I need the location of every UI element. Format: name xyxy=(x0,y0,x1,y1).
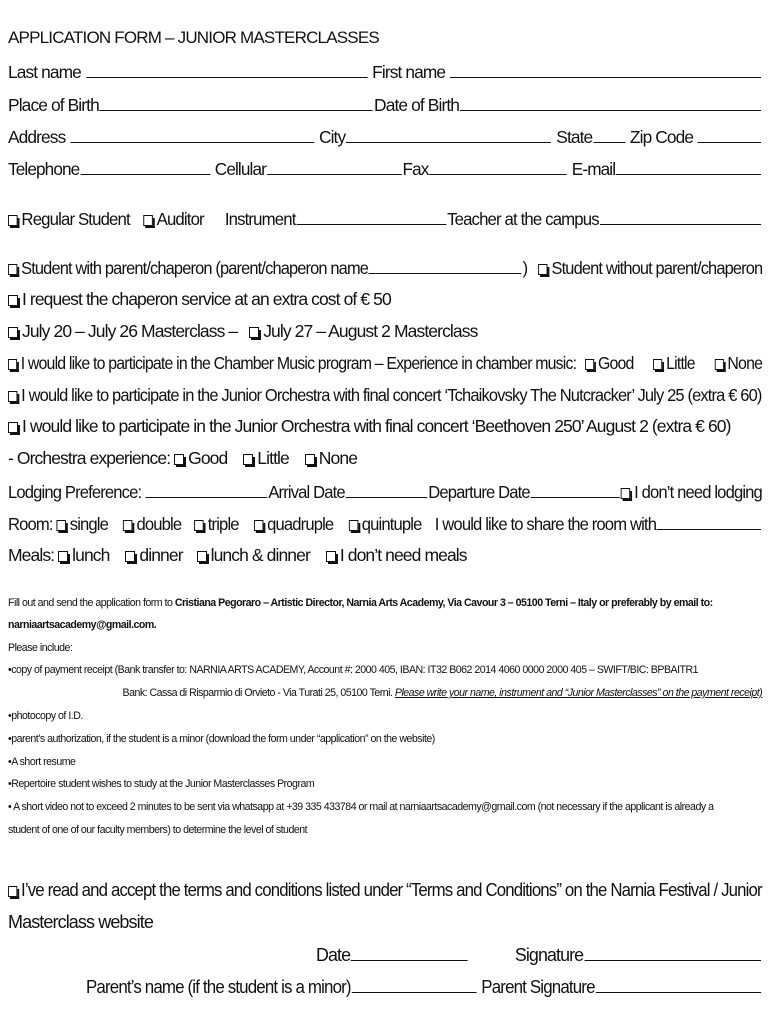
place-of-birth-label: Place of Birth xyxy=(8,95,99,115)
lodging-field[interactable] xyxy=(146,481,267,498)
date-of-birth-field[interactable] xyxy=(460,94,761,111)
last-name-field[interactable] xyxy=(86,61,367,78)
row-orch2 xyxy=(8,416,731,437)
row-lodging xyxy=(8,481,762,503)
double-checkbox[interactable] xyxy=(123,520,132,531)
row-chamber xyxy=(8,353,762,374)
no-meals-checkbox[interactable] xyxy=(326,551,336,562)
chamber-little-label: Little xyxy=(666,353,695,373)
row-orch1 xyxy=(8,385,762,406)
first-name-field[interactable] xyxy=(450,61,761,78)
session1-label: July 20 – July 26 Masterclass – xyxy=(22,321,238,341)
lunch-dinner-checkbox[interactable] xyxy=(197,551,207,562)
orch-none-label: None xyxy=(318,448,358,468)
send-address: Cristiana Pegoraro – Artistic Director, Narnia Arts Academy, Via Cavour 3 – 05100 Terni – Italy or preferably by email to: xyxy=(174,597,713,609)
orch-little-label: Little xyxy=(257,448,289,468)
last-name-label: Last name xyxy=(8,62,81,82)
email-field[interactable] xyxy=(616,158,761,175)
bank-info: Bank: Cassa di Risparmio di Orvieto - Via Turati 25, 05100 Terni. xyxy=(122,687,393,699)
row-names xyxy=(8,61,762,83)
zip-label: Zip Code xyxy=(629,127,694,147)
row-sessions xyxy=(8,321,477,342)
zip-field[interactable] xyxy=(698,126,761,143)
session2-checkbox[interactable] xyxy=(249,327,259,338)
departure-field[interactable] xyxy=(531,481,620,498)
parent-name-field[interactable] xyxy=(352,976,477,993)
email-label: E-mail xyxy=(571,159,616,179)
quintuple-checkbox[interactable] xyxy=(348,520,357,531)
orch-good-label: Good xyxy=(188,448,228,468)
chamber-none-label: None xyxy=(727,353,763,373)
instrument-label: Instrument xyxy=(224,209,296,229)
quadruple-checkbox[interactable] xyxy=(254,520,263,531)
send-email: narniaartsacademy@gmail.com. xyxy=(8,619,157,631)
chaperon-service-label: I request the chaperon service at an extra cost of € 50 xyxy=(22,289,391,309)
regular-student-checkbox[interactable] xyxy=(8,215,18,226)
orch2-checkbox[interactable] xyxy=(8,422,18,433)
lodging-label: Lodging Preference: xyxy=(8,482,142,502)
row-parent-signature xyxy=(86,976,762,998)
orch1-label: I would like to participate in the Junior Orchestra with final concert ‘Tchaikovsky The Nutcracker’ July 25 (extra € 60) xyxy=(21,385,762,405)
item-payment: •copy of payment receipt (Bank transfer to: NARNIA ARTS ACADEMY, Account #: 2000 405, IBAN: IT32 B062 2014 4060 0000 2000 405 – SWIFT/BIC: BPBAITR1 xyxy=(8,664,699,676)
without-parent-label: Student without parent/chaperon xyxy=(551,258,763,278)
orch-good-checkbox[interactable] xyxy=(174,454,184,465)
share-label: I would like to share the room with xyxy=(434,514,657,534)
triple-label: triple xyxy=(207,514,239,534)
without-parent-checkbox[interactable] xyxy=(538,264,547,275)
lunch-dinner-label: lunch & dinner xyxy=(210,545,310,565)
meals-label: Meals: xyxy=(8,545,55,565)
item-id: •photocopy of I.D. xyxy=(8,710,83,722)
chamber-little-checkbox[interactable] xyxy=(653,359,662,370)
bank-note: Please write your name, instrument and “Junior Masterclasses” on the payment receipt) xyxy=(394,687,763,699)
signature-field[interactable] xyxy=(584,944,760,961)
with-parent-close: ) xyxy=(522,258,528,278)
triple-checkbox[interactable] xyxy=(194,520,203,531)
dinner-label: dinner xyxy=(139,545,183,565)
cellular-field[interactable] xyxy=(267,158,402,175)
row-contact xyxy=(8,158,762,180)
row-parent xyxy=(8,257,762,279)
row-date-signature xyxy=(316,944,762,966)
first-name-label: First name xyxy=(372,62,446,82)
regular-student-label: Regular Student xyxy=(21,209,130,229)
with-parent-label: Student with parent/chaperon (parent/chaperon name xyxy=(21,258,369,278)
single-label: single xyxy=(69,514,109,534)
item-parent: •parent’s authorization, if the student is a minor (download the form under “application” on the website) xyxy=(8,733,435,745)
orch2-label: I would like to participate in the Junior Orchestra with final concert ‘Beethoven 250’ August 2 (extra € 60) xyxy=(22,416,731,436)
lunch-label: lunch xyxy=(72,545,110,565)
bank-line xyxy=(123,687,763,699)
date-label: Date xyxy=(316,945,351,965)
parent-signature-label: Parent Signature xyxy=(481,977,595,997)
form-title: APPLICATION FORM – JUNIOR MASTERCLASSES xyxy=(8,28,379,47)
teacher-field[interactable] xyxy=(600,208,761,225)
row-birth xyxy=(8,94,762,116)
item-resume: •A short resume xyxy=(8,756,76,768)
quintuple-label: quintuple xyxy=(361,514,422,534)
address-label: Address xyxy=(8,127,66,147)
chamber-checkbox[interactable] xyxy=(8,359,17,370)
send-instruction xyxy=(8,597,713,609)
chamber-none-checkbox[interactable] xyxy=(715,359,724,370)
fax-field[interactable] xyxy=(429,158,566,175)
orch-exp-label: - Orchestra experience: xyxy=(8,448,171,468)
session1-checkbox[interactable] xyxy=(8,327,18,338)
share-field[interactable] xyxy=(657,513,761,530)
auditor-label: Auditor xyxy=(156,209,204,229)
parent-name-label: Parent’s name (if the student is a minor) xyxy=(86,977,351,997)
orch1-checkbox[interactable] xyxy=(8,391,17,402)
row-student-type xyxy=(8,208,762,230)
terms-line2: Masterclass website xyxy=(8,912,153,932)
no-lodging-checkbox[interactable] xyxy=(621,488,630,499)
row-room xyxy=(8,513,762,535)
instrument-field[interactable] xyxy=(296,208,446,225)
item-video-cont: student of one of our faculty members) to determine the level of student xyxy=(8,824,308,836)
signature-label: Signature xyxy=(514,945,584,965)
double-label: double xyxy=(136,514,182,534)
row-chaperon-service xyxy=(8,289,391,310)
no-meals-label: I don’t need meals xyxy=(339,545,467,565)
chamber-label: I would like to participate in the Chamber Music program – Experience in chamber music: xyxy=(20,353,577,373)
send-prefix: Fill out and send the application form to xyxy=(8,597,175,609)
arrival-label: Arrival Date xyxy=(268,482,345,502)
terms-text: I’ve read and accept the terms and conditions listed under “Terms and Conditions” on the Narnia Festival / Junior xyxy=(21,880,762,900)
quadruple-label: quadruple xyxy=(267,514,334,534)
auditor-checkbox[interactable] xyxy=(143,215,153,226)
parent-signature-field[interactable] xyxy=(596,976,761,993)
chamber-good-label: Good xyxy=(597,353,634,373)
dinner-checkbox[interactable] xyxy=(125,551,135,562)
state-label: State xyxy=(556,127,593,147)
fax-label: Fax xyxy=(402,159,429,179)
city-label: City xyxy=(318,127,346,147)
telephone-label: Telephone xyxy=(8,159,80,179)
date-of-birth-label: Date of Birth xyxy=(374,95,460,115)
single-checkbox[interactable] xyxy=(56,520,65,531)
row-orch-exp xyxy=(8,448,357,469)
chaperon-name-field[interactable] xyxy=(369,257,522,274)
no-lodging-label: I don’t need lodging xyxy=(634,482,762,502)
arrival-field[interactable] xyxy=(346,481,428,498)
row-address xyxy=(8,126,762,148)
row-meals xyxy=(8,545,467,566)
chaperon-service-checkbox[interactable] xyxy=(8,295,18,306)
terms-line1 xyxy=(8,880,762,901)
item-video: • A short video not to exceed 2 minutes to be sent via whatsapp at +39 335 433784 or mail at narniaartsacademy@gmail.com (not necessary if the applicant is already a xyxy=(8,801,714,813)
item-repertoire: •Repertoire student wishes to study at the Junior Masterclasses Program xyxy=(8,778,315,790)
terms-checkbox[interactable] xyxy=(8,886,17,897)
cellular-label: Cellular xyxy=(214,159,266,179)
lunch-checkbox[interactable] xyxy=(58,551,68,562)
telephone-field[interactable] xyxy=(80,158,210,175)
place-of-birth-field[interactable] xyxy=(100,94,373,111)
state-field[interactable] xyxy=(593,126,625,143)
room-label: Room: xyxy=(8,514,53,534)
date-field[interactable] xyxy=(351,944,468,961)
with-parent-checkbox[interactable] xyxy=(8,264,17,275)
departure-label: Departure Date xyxy=(428,482,530,502)
please-include: Please include: xyxy=(8,642,73,654)
address-field[interactable] xyxy=(70,126,314,143)
session2-label: July 27 – August 2 Masterclass xyxy=(263,321,478,341)
orch-little-checkbox[interactable] xyxy=(243,454,253,465)
chamber-good-checkbox[interactable] xyxy=(585,359,594,370)
city-field[interactable] xyxy=(346,126,551,143)
orch-none-checkbox[interactable] xyxy=(305,454,315,465)
teacher-label: Teacher at the campus xyxy=(447,209,599,229)
